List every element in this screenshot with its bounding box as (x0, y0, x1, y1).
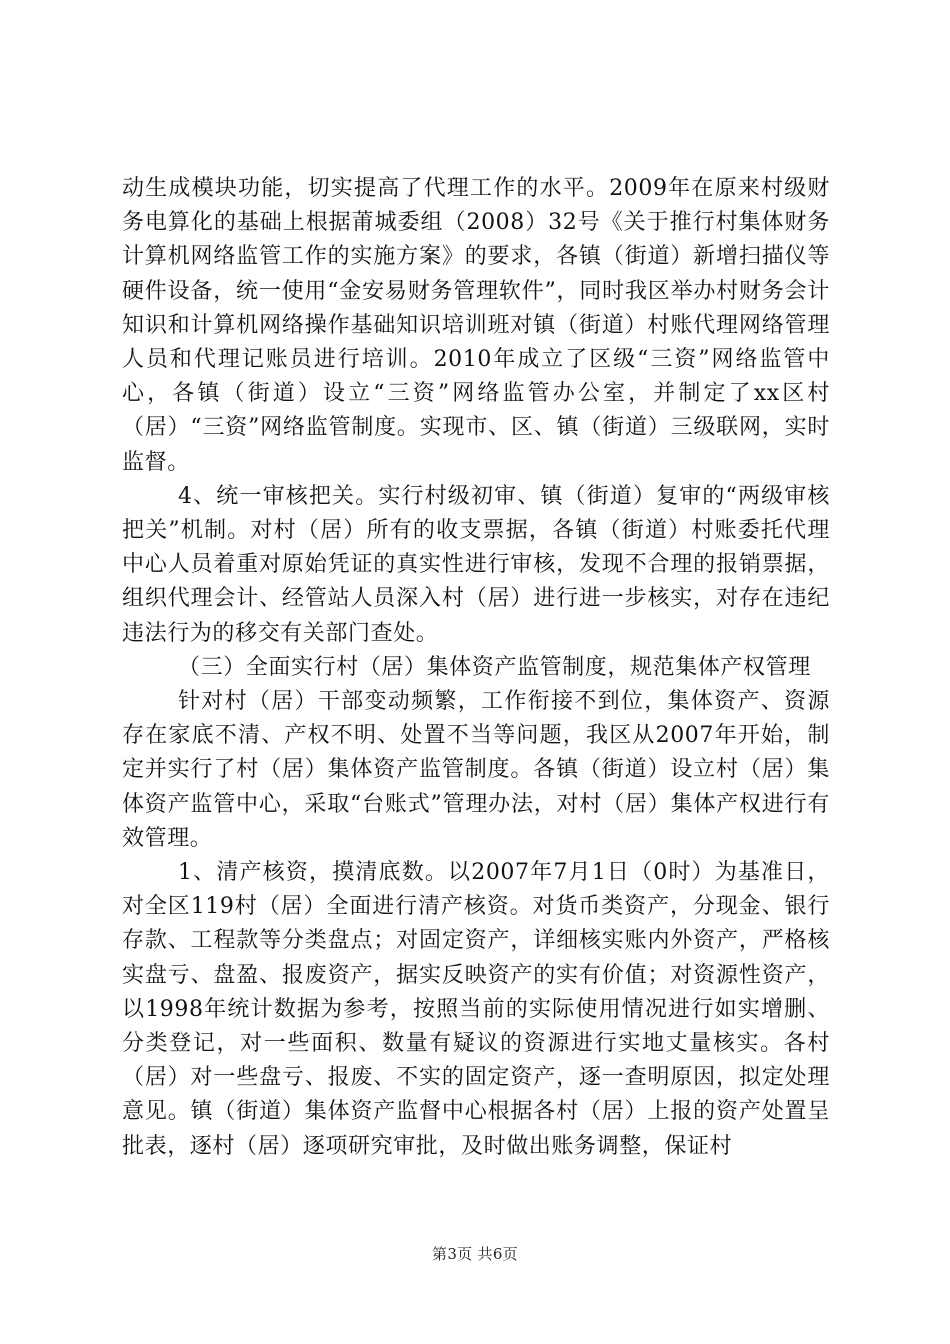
paragraph-2: 4、统一审核把关。实行村级初审、镇（街道）复审的“两级审核把关”机制。对村（居）所有的收支票据，各镇（街道）村账委托代理中心人员着重对原始凭证的真实性进行审核，发现不合理的报销票据，组织代理会计、经管站人员深入村（居）进行进一步核实，对存在违纪违法行为的移交有关部门查处。 (122, 483, 830, 646)
paragraph-4: 1、清产核资，摸清底数。以2007年7月1日（0时）为基准日，对全区119村（居）全面进行清产核资。对货币类资产，分现金、银行存款、工程款等分类盘点；对固定资产，详细核实账内外资产，严格核实盘亏、盘盈、报废资产，据实反映资产的实有价值；对资源性资产，以1998年统计数据为参考，按照当前的实际使用情况进行如实增删、分类登记，对一些面积、数量有疑议的资源进行实地丈量核实。各村（居）对一些盘亏、报废、不实的固定资产，逐一查明原因，拟定处理意见。镇（街道）集体资产监督中心根据各村（居）上报的资产处置呈批表，逐村（居）逐项研究审批，及时做出账务调整，保证村 (122, 860, 830, 1159)
page-footer: 第3页 共6页 (432, 1245, 518, 1263)
document-body (122, 172, 830, 1164)
paragraph-3: 针对村（居）干部变动频繁，工作衔接不到位，集体资产、资源存在家底不清、产权不明、处置不当等问题，我区从2007年开始，制定并实行了村（居）集体资产监管制度。各镇（街道）设立村（居）集体资产监管中心，采取“台账式”管理办法，对村（居）集体产权进行有效管理。 (122, 689, 830, 851)
paragraph-1: 动生成模块功能，切实提高了代理工作的水平。2009年在原来村级财务电算化的基础上根据莆城委组（2008）32号《关于推行村集体财务计算机网络监管工作的实施方案》的要求，各镇（街道）新增扫描仪等硬件设备，统一使用“金安易财务管理软件”，同时我区举办村财务会计知识和计算机网络操作基础知识培训班对镇（街道）村账代理网络管理人员和代理记账员进行培训。2010年成立了区级“三资”网络监管中心，各镇（街道）设立“三资”网络监管办公室，并制定了xx区村（居）“三资”网络监管制度。实现市、区、镇（街道）三级联网，实时监督。 (122, 176, 830, 475)
section-heading: （三）全面实行村（居）集体资产监管制度，规范集体产权管理 (178, 654, 811, 680)
